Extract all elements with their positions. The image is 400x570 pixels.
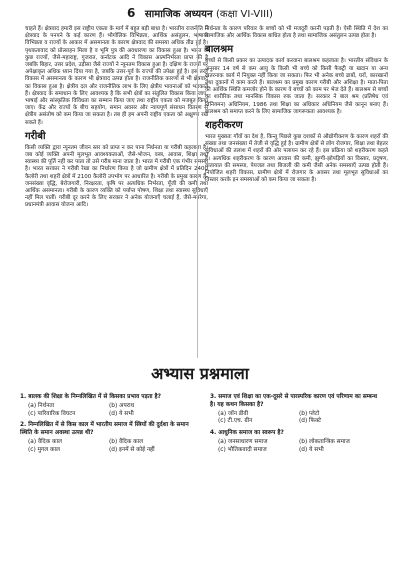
right-paragraph-3: भारत मुख्यतः गाँवों का देश है, किन्तु पिछले कुछ दशकों से औद्योगीकरण के कारण शहरों की संख्या तथा जनसंख्या में तेजी से वृद्धि हुई है। ग्रामीण क्षेत्रों से लोग रोजगार, शिक्षा तथा बेहतर सुविधाओं की तलाश में शहरों की ओर पलायन कर रहे हैं। इस प्रक्रिया को शहरीकरण कहते हैं। अत्यधिक शहरीकरण के कारण आवास की कमी, झुग्गी-झोपड़ियों का विस्तार, प्रदूषण, यातायात की समस्या, पेयजल तथा बिजली की कमी जैसी अनेक समस्याएँ उत्पन्न होती हैं। नियोजित शहरी विकास, ग्रामीण क्षेत्रों में रोजगार के अवसर तथा मूलभूत सुविधाओं का विस्तार करके इन समस्याओं को कम किया जा सकता है। xyxy=(205,134,388,184)
chapter-number: 6 xyxy=(127,6,136,20)
question-3 xyxy=(210,394,380,426)
option-c[interactable]: (c) भौतिकवादी समाज xyxy=(218,446,267,453)
section-heading-urbanisation: शहरीकरण xyxy=(205,120,243,132)
option-b[interactable]: (b) वैदिक काल xyxy=(109,438,144,445)
option-a[interactable]: (a) जनसाधारण समाज xyxy=(218,438,268,445)
question-options xyxy=(20,439,190,455)
right-paragraph-1: निर्धनता के कारण परिवार के बच्चों को भी मजदूरी करनी पड़ती है। ऐसी स्थिति में देश का सामाजिक और आर्थिक विकास बाधित होता है तथा सामाजिक असंतुलन उत्पन्न होता है। xyxy=(205,26,388,40)
column-divider xyxy=(197,26,198,358)
option-d[interactable]: (d) इनमें से कोई नहीं xyxy=(109,446,155,453)
question-4 xyxy=(210,430,380,454)
option-a[interactable]: (a) निर्धनता xyxy=(28,402,55,409)
question-1 xyxy=(20,394,190,418)
exercise-columns xyxy=(20,390,380,570)
option-b[interactable]: (b) प्लेटो xyxy=(299,410,320,417)
chapter-header xyxy=(0,6,400,24)
class-label: (कक्षा VI-VIII) xyxy=(216,9,273,20)
question-text: 3. समाज एवं शिक्षा का एक-दूसरे से पारस्परिक कारण एवं परिणाम का सम्बन्ध है। यह कथन किसका है? xyxy=(210,394,378,408)
section-heading-child-labour: बालश्रम xyxy=(205,44,234,56)
left-paragraph-2: किसी व्यक्ति द्वारा न्यूनतम जीवन स्तर को प्राप्त न कर पाना निर्धनता या गरीबी कहलाता है। जब कोई व्यक्ति अपनी मूलभूत आवश्यकताओं, जैसे-भोजन, वस्त्र, आवास, शिक्षा तथा स्वास्थ्य की पूर्ति नहीं कर पाता तो उसे गरीब माना जाता है। भारत में गरीबी एक गंभीर समस्या है। भारत सरकार ने गरीबी रेखा का निर्धारण किया है जो ग्रामीण क्षेत्रों में प्रतिदिन 2400 कैलोरी तथा शहरी क्षेत्रों में 2100 कैलोरी उपभोग पर आधारित है। गरीबी के प्रमुख कारण हैं-जनसंख्या वृद्धि, बेरोजगारी, निरक्षरता, कृषि पर अत्यधिक निर्भरता, पूँजी की कमी तथा आर्थिक असमानता। गरीबी के कारण व्यक्ति को पर्याप्त पोषण, शिक्षा तथा स्वास्थ्य सुविधाएँ नहीं मिल पातीं। गरीबी दूर करने के लिए सरकार ने अनेक योजनाएँ चलाई हैं, जैसे-मनरेगा, प्रधानमंत्री आवास योजना आदि। xyxy=(25,144,208,209)
right-paragraph-2: बच्चों से किसी प्रकार का उत्पादक कार्य करवाना बालश्रम कहलाता है। भारतीय संविधान के अनुसार 14 वर्ष से कम आयु के किसी भी बच्चे को किसी फैक्ट्री या खदान या अन्य खतरनाक कार्य में नियुक्त नहीं किया जा सकता। फिर भी अनेक बच्चे ढाबों, घरों, कारखानों तथा दुकानों में काम करते हैं। बालश्रम का प्रमुख कारण गरीबी और अशिक्षा है। माता-पिता की आर्थिक स्थिति कमजोर होने के कारण वे बच्चों को काम पर भेज देते हैं। बालश्रम से बच्चों का शारीरिक तथा मानसिक विकास रुक जाता है। सरकार ने बाल श्रम (प्रतिषेध एवं विनियमन) अधिनियम, 1986 तथा शिक्षा का अधिकार अधिनियम जैसे कानून बनाए हैं। बालश्रम को समाप्त करने के लिए सामाजिक जागरूकता आवश्यक है। xyxy=(205,58,388,115)
question-2 xyxy=(20,422,190,454)
exercise-section xyxy=(20,362,380,570)
question-text: 2. निम्नलिखित में से किस काल में भारतीय समाज में स्त्रियों की दुर्दशा के समान स्थिति के समान अवस्था उत्पन्न थी? xyxy=(20,422,189,437)
question-text: 1. बालक की शिक्षा के निम्नलिखित में से किसका प्रभाव पड़ता है? xyxy=(20,394,161,400)
option-c[interactable]: (c) पारिवारिक विघटन xyxy=(28,410,76,417)
exercise-title xyxy=(20,362,380,386)
option-d[interactable]: (d) फिक्टे xyxy=(299,418,322,425)
question-text: 4. आधुनिक समाज का स्वरूप है? xyxy=(210,430,284,437)
section-heading-poverty: गरीबी xyxy=(25,130,46,142)
option-a[interactable]: (a) जॉन डीवी xyxy=(218,410,249,417)
chapter-title: सामाजिक अध्ययन xyxy=(144,9,213,20)
question-options xyxy=(20,403,190,419)
option-b[interactable]: (b) लोकतान्त्रिक समाज xyxy=(299,438,350,445)
right-column xyxy=(205,26,388,184)
option-c[interactable]: (c) मुगल काल xyxy=(28,446,60,453)
option-b[interactable]: (b) अपराध xyxy=(109,402,135,409)
question-options xyxy=(210,411,380,427)
option-a[interactable]: (a) वैदिक काल xyxy=(28,438,62,445)
left-column xyxy=(25,26,208,210)
left-paragraph-1: चाहते हैं। क्षेत्रवाद हमारी इस राष्ट्रीय एकता के मार्ग में बहुत बड़ी बाधा है। भारतीय राजनीति में क्षेत्रवाद के पनपने के कई कारण हैं। भौगोलिक विभिन्नता, आर्थिक असंतुलन, भाषायी विभिन्नता व राज्यों के आकार में असमानता के कारण क्षेत्रवाद की समस्या अधिक तीव्र हुई है। पृथकतावाद को प्रोत्साहन मिला है व भूमि पुत्र की अवधारणा का विकास हुआ है। भारत के कुछ राज्यों, जैसे-महाराष्ट्र, गुजरात, कर्नाटक आदि ने विकास आत्मनिर्भरता प्राप्त की है जबकि बिहार, उत्तर प्रदेश, उड़ीसा जैसे राज्यों ने न्यूनतम विकास हुआ है। दक्षिण के राज्यों पर अपेक्षाकृत अधिक ध्यान दिया गया है, जबकि उत्तर-पूर्व के राज्यों की उपेक्षा हुई है। इस तरह विकास में असमानता के कारण भी क्षेत्रवाद उत्पन्न होता है। राजनीतिक कारणों से भी क्षेत्रवाद का विकास हुआ है। क्षेत्रीय दल और राजनीतिक लाभ के लिए क्षेत्रीय भावनाओं को भड़काते हैं। क्षेत्रवाद के समाधान के लिए आवश्यक है कि सभी क्षेत्रों का संतुलित विकास किया जाए, भाषाई और सांस्कृतिक विविधता का सम्मान किया जाए तथा राष्ट्रीय एकता को मजबूत किया जाए। केंद्र और राज्यों के बीच सहयोग, समान अवसर और न्यायपूर्ण संसाधन वितरण से क्षेत्रीय असंतोष को कम किया जा सकता है। तब ही हम अपनी राष्ट्रीय एकता को अक्षुण्ण रख सकते हैं। xyxy=(25,26,208,126)
exercise-left-column xyxy=(20,394,190,459)
exercise-title-text: अभ्यास प्रश्नमाला xyxy=(151,364,249,383)
option-d[interactable]: (d) ये सभी xyxy=(299,446,324,453)
option-d[interactable]: (d) ये सभी xyxy=(109,410,134,417)
option-c[interactable]: (c) टी.एच. ग्रीन xyxy=(218,418,253,425)
question-options xyxy=(210,439,380,455)
exercise-right-column xyxy=(210,394,380,459)
